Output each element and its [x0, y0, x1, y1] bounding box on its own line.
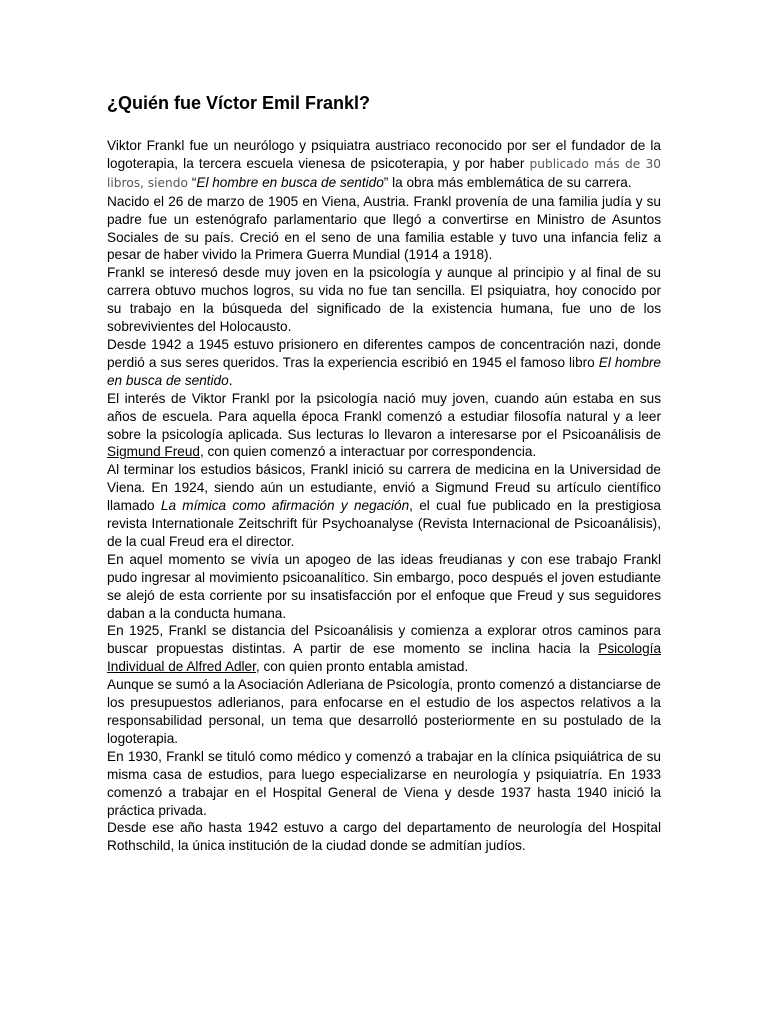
book-title-italic: El hombre en busca de sentido	[196, 174, 384, 190]
article-title-italic: La mímica como afirmación y negación	[160, 498, 410, 514]
paragraph-2: Nacido el 26 de marzo de 1905 en Viena, Austria. Frankl provenía de una familia judía y su padre fue un estenógrafo parlamentario que llegó a convertirse en Ministro de Asuntos Sociales de su país. Creció en el seno de una familia estable y tuvo una infancia feliz a pesar de haber vivido la Primera Guerra Mundial (1914 a 1918).	[107, 193, 661, 263]
paragraph-4-text-end: .	[228, 372, 233, 388]
sigmund-freud-link[interactable]: Sigmund Freud	[107, 444, 200, 460]
paragraph-1	[107, 137, 661, 193]
page-title: ¿Quién fue Víctor Emil Frankl?	[107, 93, 371, 113]
paragraph-8-text: En 1925, Frankl se distancia del Psicoanálisis y comienza a explorar otros caminos para buscar propuestas distintas. A partir de ese momento se inclina hacia la	[107, 623, 661, 657]
alfred-adler-link[interactable]: Psicología Individual de Alfred Adler	[107, 641, 661, 675]
paragraph-6-text: Al terminar los estudios básicos, Frankl inició su carrera de medicina en la Universidad de Viena. En 1924, siendo aún un estudiante, envió a Sigmund Freud su artículo científico llamado	[107, 462, 661, 514]
paragraph-7: En aquel momento se vivía un apogeo de las ideas freudianas y con ese trabajo Frankl pudo ingresar al movimiento psicoanalítico. Sin embargo, poco después el joven estudiante se alejó de esta corriente por su insatisfacción por el enfoque que Freud y sus seguidores daban a la conducta humana.	[107, 551, 661, 621]
document-page	[107, 92, 661, 855]
paragraph-6-text-end: , el cual fue publicado en la prestigiosa revista Internationale Zeitschrift für Psychoanalyse (Revista Internacional de Psicoanálisis), de la cual Freud era el director.	[107, 498, 661, 549]
paragraph-8-text-end: , con quien pronto entabla amistad.	[255, 659, 469, 675]
paragraph-5-text-end: , con quien comenzó a interactuar por correspondencia.	[199, 444, 537, 460]
paragraph-8	[107, 622, 661, 676]
paragraph-1-gray-text: publicado más de 30 libros, siendo	[107, 156, 661, 190]
paragraph-4	[107, 336, 661, 390]
paragraph-6	[107, 461, 661, 551]
paragraph-10: En 1930, Frankl se tituló como médico y comenzó a trabajar en la clínica psiquiátrica de su misma casa de estudios, para luego especializarse en neurología y psiquiatría. En 1933 comenzó a trabajar en el Hospital General de Viena y desde 1937 hasta 1940 inició la práctica privada.	[107, 748, 661, 818]
paragraph-5	[107, 390, 661, 462]
book-title-italic-2: El hombre en busca de sentido	[107, 354, 661, 388]
paragraph-5-text: El interés de Viktor Frankl por la psicología nació muy joven, cuando aún estaba en sus años de escuela. Para aquella época Frankl comenzó a estudiar filosofía natural y a leer sobre la psicología aplicada. Sus lecturas lo llevaron a interesarse por el Psicoanálisis de	[107, 390, 661, 442]
paragraph-9: Aunque se sumó a la Asociación Adleriana de Psicología, pronto comenzó a distanciarse de los presupuestos adlerianos, para enfocarse en el estudio de los aspectos relativos a la responsabilidad personal, un tema que desarrolló posteriormente en su postulado de la logoterapia.	[107, 677, 661, 746]
paragraph-1-quote-open: “	[191, 174, 197, 190]
paragraph-3: Frankl se interesó desde muy joven en la psicología y aunque al principio y al final de su carrera obtuvo muchos logros, su vida no fue tan sencilla. El psiquiatra, hoy conocido por su trabajo en la búsqueda del significado de la existencia humana, fue uno de los sobrevivientes del Holocausto.	[107, 265, 661, 335]
paragraph-4-text: Desde 1942 a 1945 estuvo prisionero en diferentes campos de concentración nazi, donde perdió a sus seres queridos. Tras la experiencia escribió en 1945 el famoso libro	[107, 336, 661, 370]
paragraph-1-text: Viktor Frankl fue un neurólogo y psiquiatra austriaco reconocido por ser el fundador de la logoterapia, la tercera escuela vienesa de psicoterapia, y por haber	[107, 138, 661, 171]
paragraph-11: Desde ese año hasta 1942 estuvo a cargo del departamento de neurología del Hospital Rothschild, la única institución de la ciudad donde se admitían judíos.	[107, 820, 661, 854]
paragraph-1-text-end: ” la obra más emblemática de su carrera.	[383, 174, 632, 190]
